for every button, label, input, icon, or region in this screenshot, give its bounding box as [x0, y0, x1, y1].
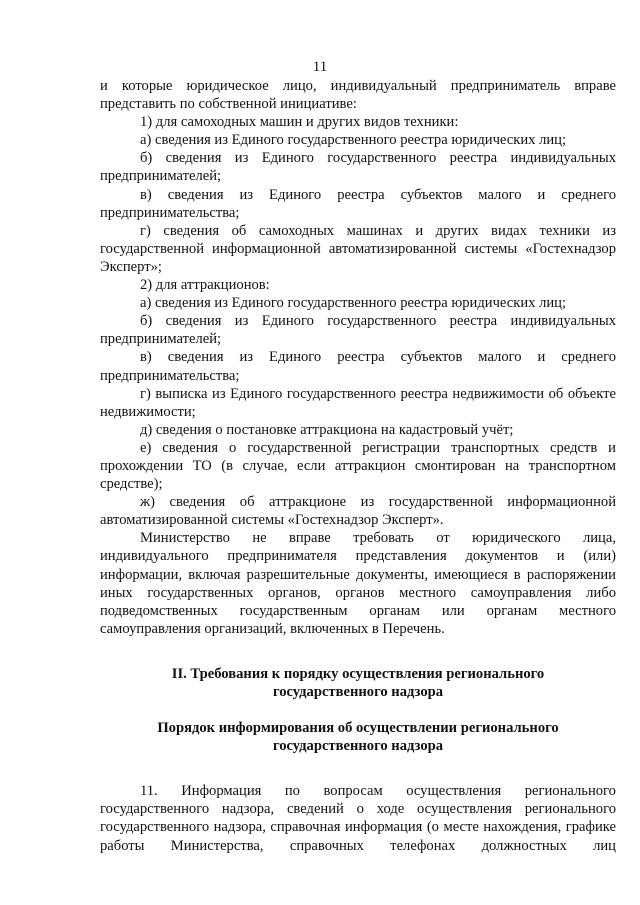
- section-heading-line-1: II. Требования к порядку осуществления регионального: [171, 665, 545, 682]
- item-11-word: Информация: [181, 783, 262, 800]
- list-subitem: е) сведения о государственной регистрации транспортных средств и прохождении ТО (в случае, если аттракцион смонтирован на транспортном средстве);: [100, 439, 616, 493]
- list-subitem: д) сведения о постановке аттракциона на кадастровый учёт;: [140, 421, 514, 438]
- spacer: [100, 638, 616, 665]
- section-heading-line-2: государственного надзора: [272, 684, 444, 700]
- list-subitem: а) сведения из Единого государственного реестра юридических лиц;: [140, 295, 567, 312]
- subsection-heading-line-2: государственного надзора: [272, 738, 444, 755]
- spacer: [100, 701, 616, 719]
- item-11-word: регионального: [524, 783, 616, 800]
- ministry-paragraph: Министерство не вправе требовать от юридического лица, индивидуального предпринимателя представления документов и (или) информации, включая разрешительные документы, имеющиеся в распоряжении иных государственных органов, органов местного самоуправления либо подведомственных государственным органам или органам местного самоуправления организаций, включенных в Перечень.: [100, 530, 616, 637]
- page-number: 11: [312, 59, 328, 75]
- item-11-word: осуществления: [406, 783, 502, 800]
- spacer: [100, 755, 616, 782]
- item-11-word: по: [284, 783, 300, 800]
- list-subitem: ж) сведения об аттракционе из государственной информационной автоматизированной системы «Гостехнадзор Эксперт».: [100, 494, 616, 529]
- list-subitem: г) сведения об самоходных машинах и других видах техники из государственной информационной автоматизированной системы «Гостехнадзор Эксперт»;: [100, 222, 616, 275]
- item-11-continuation: государственного надзора, сведений о ходе осуществления регионального государственного надзора, справочная информация (о месте нахождения, графике работы Министерства, справочных телефонах должностных лиц: [100, 801, 616, 854]
- intro-paragraph: и которые юридическое лицо, индивидуальный предприниматель вправе представить по собственной инициативе:: [100, 78, 616, 113]
- list-subitem: г) выписка из Единого государственного реестра недвижимости об объекте недвижимости;: [100, 385, 616, 420]
- list-subitem: б) сведения из Единого государственного реестра индивидуальных предпринимателей;: [100, 150, 616, 185]
- item-11-word: вопросам: [323, 783, 383, 800]
- item-11-first-line: [100, 782, 616, 800]
- item-11-number: 11.: [140, 783, 158, 800]
- list-item-attractions: 2) для аттракционов:: [140, 277, 270, 294]
- list-subitem: в) сведения из Единого реестра субъектов малого и среднего предпринимательства;: [100, 349, 616, 384]
- list-subitem: а) сведения из Единого государственного реестра юридических лиц;: [140, 132, 567, 149]
- list-subitem: в) сведения из Единого реестра субъектов малого и среднего предпринимательства;: [100, 186, 616, 221]
- list-item-self-propelled: 1) для самоходных машин и других видов техники:: [140, 114, 459, 131]
- subsection-heading-line-1: Порядок информирования об осуществлении регионального: [157, 720, 559, 737]
- page-body: [100, 77, 616, 855]
- list-subitem: б) сведения из Единого государственного реестра индивидуальных предпринимателей;: [100, 313, 616, 348]
